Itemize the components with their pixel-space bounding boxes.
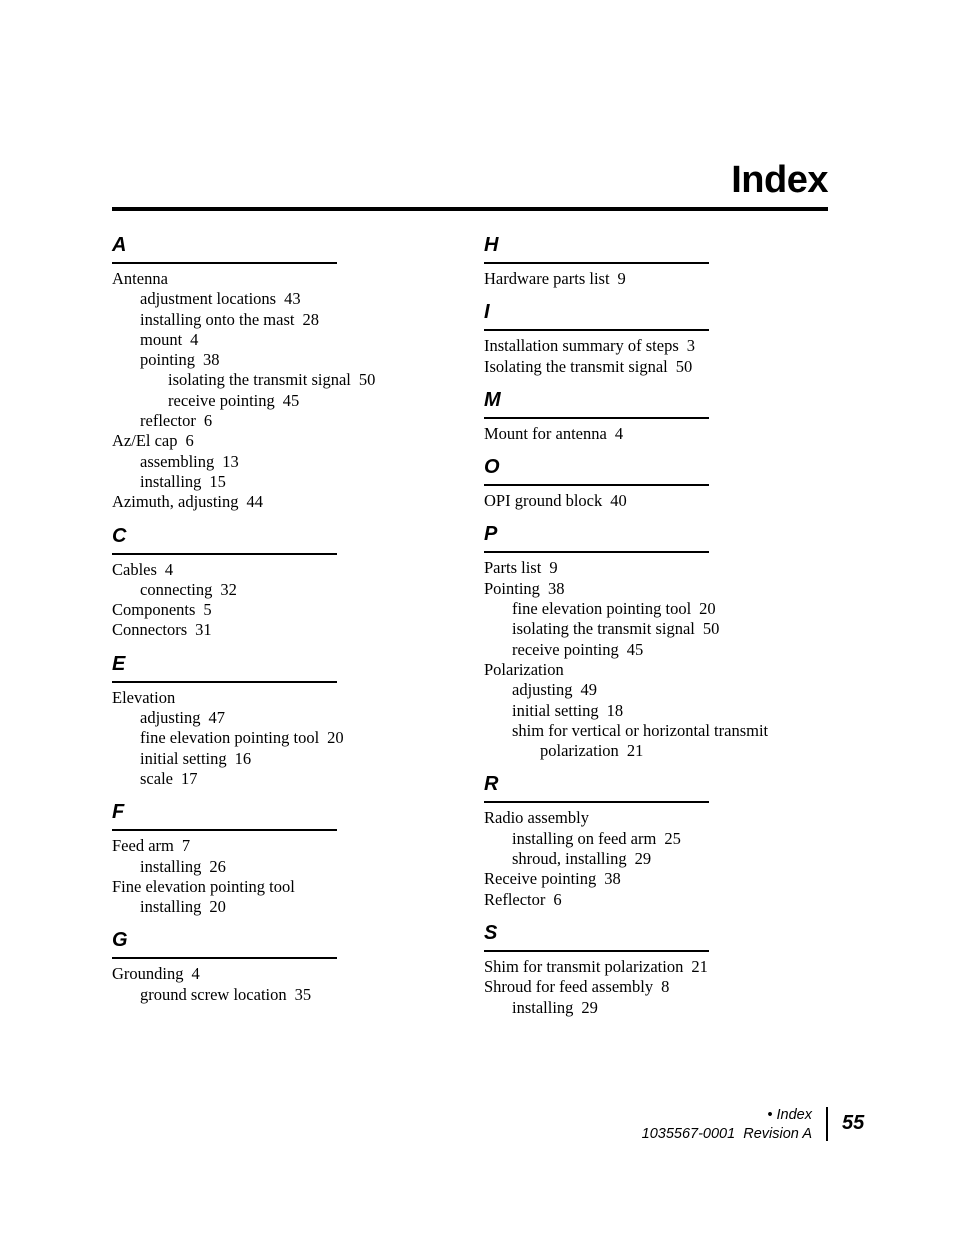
entry-page-number: 25 (664, 828, 681, 848)
entry-page-number: 44 (246, 492, 263, 512)
section-divider (112, 553, 337, 555)
index-entry (112, 269, 412, 289)
index-entry (484, 849, 824, 869)
entry-page-number: 28 (302, 309, 319, 329)
entry-term: Connectors (112, 620, 188, 640)
entry-term: Cables (112, 559, 157, 579)
entry-term: Polarization (484, 659, 564, 679)
index-entry (112, 964, 412, 984)
index-section (112, 651, 412, 789)
entry-page-number: 13 (222, 451, 239, 471)
index-column-right (484, 232, 824, 1028)
index-entry (112, 431, 412, 451)
entry-page-number: 50 (358, 370, 376, 390)
index-entry (484, 558, 824, 578)
entry-term: Shim for transmit polarization (484, 956, 684, 976)
section-letter: F (112, 801, 125, 824)
index-entry (484, 619, 824, 639)
index-entry (112, 836, 412, 856)
index-column-left (112, 232, 412, 1015)
entry-term: connecting (140, 579, 213, 599)
index-entry (112, 472, 412, 492)
index-entry (112, 728, 412, 748)
entry-term: assembling (140, 451, 215, 471)
section-divider (484, 551, 709, 553)
index-entry (484, 336, 824, 356)
index-entry (484, 721, 824, 741)
section-letter: A (112, 234, 127, 256)
index-entry (112, 877, 412, 897)
index-entry (112, 289, 412, 309)
entry-term: receive pointing (168, 390, 275, 410)
entry-term: Az/El cap (112, 431, 178, 451)
index-entry (484, 660, 824, 680)
index-entry (112, 492, 412, 512)
index-entry (484, 701, 824, 721)
entry-page-number: 6 (553, 889, 562, 909)
entry-page-number: 17 (180, 768, 198, 788)
entry-term: scale (140, 768, 173, 788)
index-section (484, 232, 824, 289)
index-entry (112, 708, 412, 728)
entry-term: Hardware parts list (484, 269, 610, 288)
index-entry (112, 985, 412, 1005)
index-entry (112, 600, 412, 620)
entry-term: installing (140, 897, 202, 917)
entry-term: Reflector (484, 889, 546, 909)
entry-term: installing (512, 997, 574, 1017)
index-entry (484, 890, 824, 910)
index-entry (112, 391, 412, 411)
section-divider (112, 681, 337, 683)
footer-doc-number: 1035567-0001 Revision A (641, 1126, 812, 1142)
index-entry (112, 310, 412, 330)
entry-term: receive pointing (512, 639, 619, 659)
entry-page-number: 3 (686, 336, 696, 356)
entry-page-number: 49 (580, 680, 597, 700)
section-divider (484, 950, 709, 952)
index-entry (484, 680, 824, 700)
entry-page-number: 21 (691, 956, 708, 976)
entry-term: isolating the transmit signal (512, 619, 695, 639)
entry-page-number: 50 (702, 619, 720, 639)
page-footer (642, 1106, 812, 1144)
section-letter: R (484, 773, 499, 796)
index-entry (484, 424, 824, 444)
entry-page-number: 15 (209, 471, 226, 491)
entry-term: fine elevation pointing tool (512, 599, 692, 619)
entry-term: Shroud for feed assembly (484, 977, 654, 997)
footer-section-label: • Index (767, 1107, 812, 1123)
section-letter: M (484, 388, 501, 411)
entry-page-number: 20 (699, 599, 716, 619)
index-entry (484, 579, 824, 599)
index-entry (484, 808, 824, 828)
index-entry (112, 330, 412, 350)
entry-term: installing (140, 856, 202, 876)
entry-page-number: 16 (234, 748, 252, 768)
section-letter: H (484, 234, 499, 256)
section-letter: I (484, 301, 490, 324)
entry-term: reflector (140, 411, 196, 431)
section-divider (112, 957, 337, 959)
entry-term: adjusting (512, 680, 573, 700)
entry-term: shim for vertical or horizontal transmit (512, 720, 769, 740)
entry-page-number: 9 (617, 269, 626, 288)
entry-page-number: 35 (294, 984, 312, 1004)
entry-term: ground screw location (140, 984, 287, 1004)
entry-page-number: 31 (195, 620, 212, 640)
entry-term: Components (112, 600, 196, 620)
entry-term: Fine elevation pointing tool (112, 876, 295, 896)
section-letter: S (484, 921, 498, 944)
page-number: 55 (842, 1112, 865, 1134)
section-divider (112, 262, 337, 264)
entry-page-number: 29 (634, 849, 652, 869)
entry-page-number: 20 (209, 897, 226, 917)
index-entry (484, 269, 824, 289)
entry-page-number: 21 (626, 741, 644, 761)
entry-term: Isolating the transmit signal (484, 356, 668, 376)
entry-term: pointing (140, 350, 196, 370)
index-entry (112, 857, 412, 877)
entry-term: installing onto the mast (140, 309, 295, 329)
entry-term: Installation summary of steps (484, 336, 679, 356)
index-section (484, 521, 824, 761)
section-divider (484, 329, 709, 331)
index-section (484, 920, 824, 1018)
index-section (484, 299, 824, 377)
entry-term: fine elevation pointing tool (140, 728, 320, 748)
entry-term: adjusting (140, 708, 201, 728)
section-divider (484, 484, 709, 486)
index-section (112, 523, 412, 641)
entry-term: Radio assembly (484, 808, 589, 828)
entry-page-number: 26 (209, 856, 226, 876)
index-section (112, 799, 412, 917)
entry-page-number: 45 (282, 390, 300, 410)
section-letter: O (484, 456, 500, 479)
index-entry (112, 370, 412, 390)
index-entry (484, 599, 824, 619)
entry-page-number: 38 (547, 578, 565, 598)
entry-term: Feed arm (112, 836, 174, 856)
entry-page-number: 40 (610, 491, 627, 511)
entry-page-number: 5 (203, 600, 212, 620)
entry-term: adjustment locations (140, 289, 277, 309)
section-divider (484, 417, 709, 419)
entry-term: Mount for antenna (484, 423, 607, 443)
entry-term: Antenna (112, 269, 168, 288)
entry-term: mount (140, 329, 183, 349)
entry-page-number: 50 (675, 356, 693, 376)
entry-term: Pointing (484, 578, 540, 598)
index-section (112, 232, 412, 513)
entry-term: polarization (540, 741, 619, 761)
index-entry (484, 829, 824, 849)
index-entry (484, 357, 824, 377)
entry-term: Grounding (112, 964, 184, 984)
entry-page-number: 9 (549, 558, 558, 578)
index-section (484, 387, 824, 444)
section-letter: E (112, 652, 126, 675)
index-entry (112, 897, 412, 917)
section-divider (112, 829, 337, 831)
title-divider (112, 207, 828, 211)
index-entry (112, 749, 412, 769)
entry-term: OPI ground block (484, 491, 603, 511)
entry-page-number: 18 (606, 700, 624, 720)
index-section (484, 771, 824, 909)
entry-term: Azimuth, adjusting (112, 492, 239, 512)
entry-page-number: 4 (190, 329, 199, 349)
entry-term: isolating the transmit signal (168, 370, 351, 390)
footer-divider (826, 1107, 828, 1141)
section-letter: P (484, 523, 498, 546)
index-entry (112, 580, 412, 600)
index-entry (112, 452, 412, 472)
index-entry (112, 350, 412, 370)
entry-page-number: 38 (203, 350, 220, 370)
section-divider (484, 801, 709, 803)
entry-page-number: 47 (208, 708, 225, 728)
index-entry (484, 977, 824, 997)
index-entry (484, 957, 824, 977)
index-entry (112, 769, 412, 789)
index-entry (484, 491, 824, 511)
entry-page-number: 20 (327, 728, 344, 748)
index-section (484, 454, 824, 511)
section-letter: C (112, 524, 127, 547)
index-entry (484, 869, 824, 889)
entry-page-number: 29 (581, 997, 598, 1017)
entry-term: shroud, installing (512, 849, 627, 869)
entry-page-number: 6 (185, 431, 194, 451)
entry-term: Elevation (112, 687, 176, 707)
entry-page-number: 4 (164, 559, 174, 579)
entry-term: Parts list (484, 558, 542, 578)
entry-page-number: 8 (661, 977, 670, 997)
entry-page-number: 6 (203, 411, 213, 431)
entry-term: initial setting (512, 700, 599, 720)
section-divider (484, 262, 709, 264)
index-entry (112, 560, 412, 580)
index-entry (484, 998, 824, 1018)
entry-term: installing (140, 471, 202, 491)
index-entry (112, 620, 412, 640)
entry-page-number: 4 (614, 423, 624, 443)
index-entry (112, 411, 412, 431)
page-title: Index (731, 159, 828, 201)
entry-page-number: 32 (220, 579, 237, 599)
entry-term: installing on feed arm (512, 828, 657, 848)
entry-page-number: 43 (284, 289, 301, 309)
entry-page-number: 7 (181, 836, 191, 856)
index-entry (484, 640, 824, 660)
entry-page-number: 38 (604, 869, 621, 889)
entry-page-number: 4 (191, 964, 200, 984)
entry-term: initial setting (140, 748, 227, 768)
index-entry (484, 741, 824, 761)
entry-page-number: 45 (626, 639, 644, 659)
section-letter: G (112, 929, 128, 952)
entry-term: Receive pointing (484, 869, 597, 889)
index-entry (112, 688, 412, 708)
index-section (112, 927, 412, 1005)
